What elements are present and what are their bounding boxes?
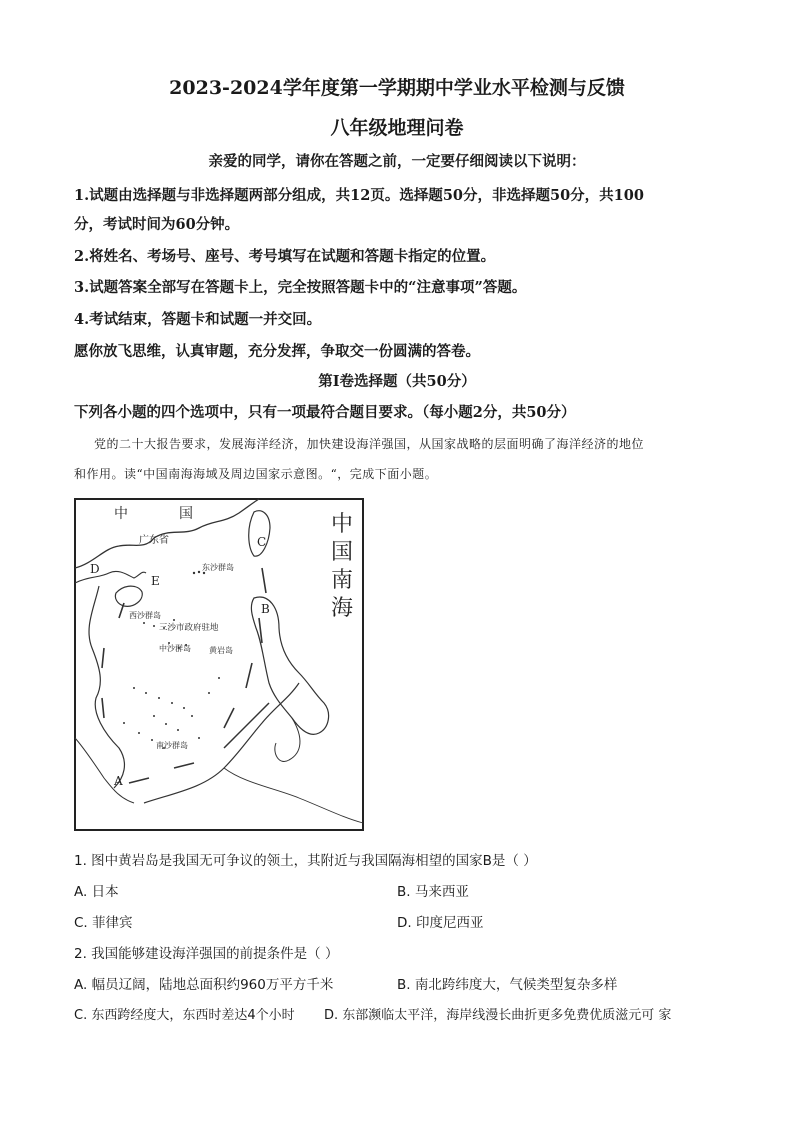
question-1-option-b: B. 马来西亚 [397,884,469,900]
instructions-intro: 亲爱的同学，请你在答题之前，一定要仔细阅读以下说明： [208,153,586,170]
passage-line-1: 党的二十大报告要求，发展海洋经济，加快建设海洋强国，从国家战略的层面明确了海洋经济的地位 [94,437,645,451]
map-letter-c: C [257,535,267,549]
instruction-item-1-line-2: 分，考试时间为60分钟。 [74,216,240,233]
question-1-option-c: C. 菲律宾 [74,915,133,931]
map-label-dongsha: 东沙群岛 [202,563,234,572]
map-letter-e: E [151,574,160,588]
map-title-char-1: 中 [331,512,354,537]
question-2-option-c: C. 东西跨经度大，东西时差达4个小时 [74,1008,295,1023]
map-letter-a: A [114,774,123,788]
map-label-zhongsha: 中沙群岛 [159,644,191,653]
question-2-stem: 2. 我国能够建设海洋强国的前提条件是（ ） [74,946,339,962]
map-label-china-zhong: 中 [114,506,128,522]
instruction-item-4: 4.考试结束，答题卡和试题一并交回。 [74,311,322,328]
exam-subtitle: 八年级地理问卷 [330,117,464,139]
map-title-char-3: 南 [331,568,354,593]
question-1-stem: 1. 图中黄岩岛是我国无可争议的领土，其附近与我国隔海相望的国家B是（ ） [74,853,537,869]
map-label-xisha: 西沙群岛 [129,611,161,620]
question-2-option-d: D. 东部濒临太平洋，海岸线漫长曲折更多免费优质滋元可 家 [324,1008,672,1023]
passage-line-2: 和作用。读“中国南海海域及周边国家示意图。“，完成下面小题。 [74,467,438,481]
exam-title: 2023-2024学年度第一学期期中学业水平检测与反馈 [169,77,625,99]
instruction-item-2: 2.将姓名、考场号、座号、考号填写在试题和答题卡指定的位置。 [74,248,496,265]
map-label-china-guo: 国 [179,506,193,522]
map-title-char-2: 国 [331,540,354,565]
question-1-option-d: D. 印度尼西亚 [397,915,484,931]
map-label-huangyan: 黄岩岛 [209,646,233,655]
question-1-option-a: A. 日本 [74,884,119,900]
instruction-item-3: 3.试题答案全部写在答题卡上，完全按照答题卡中的“注意事项”答题。 [74,279,527,296]
map-letter-d: D [90,562,100,576]
instruction-wish: 愿你放飞思维，认真审题，充分发挥，争取交一份圆满的答卷。 [74,343,480,360]
section-title: 第Ⅰ卷选择题（共50分） [318,373,476,390]
question-2-option-a: A. 幅员辽阔，陆地总面积约960万平方千米 [74,977,334,993]
map-label-guangdong: 广东省 [139,535,169,546]
question-2-option-b: B. 南北跨纬度大，气候类型复杂多样 [397,977,618,993]
south-china-sea-map [74,498,364,831]
map-letter-b: B [261,602,270,616]
map-title-char-4: 海 [331,596,354,621]
section-direction: 下列各小题的四个选项中，只有一项最符合题目要求。（每小题2分，共50分） [74,404,576,421]
map-label-sansha: 三沙市政府驻地 [159,623,219,633]
map-label-nansha: 南沙群岛 [156,741,188,750]
instruction-item-1-line-1: 1.试题由选择题与非选择题两部分组成，共12页。选择题50分，非选择题50分，共100 [74,187,644,204]
